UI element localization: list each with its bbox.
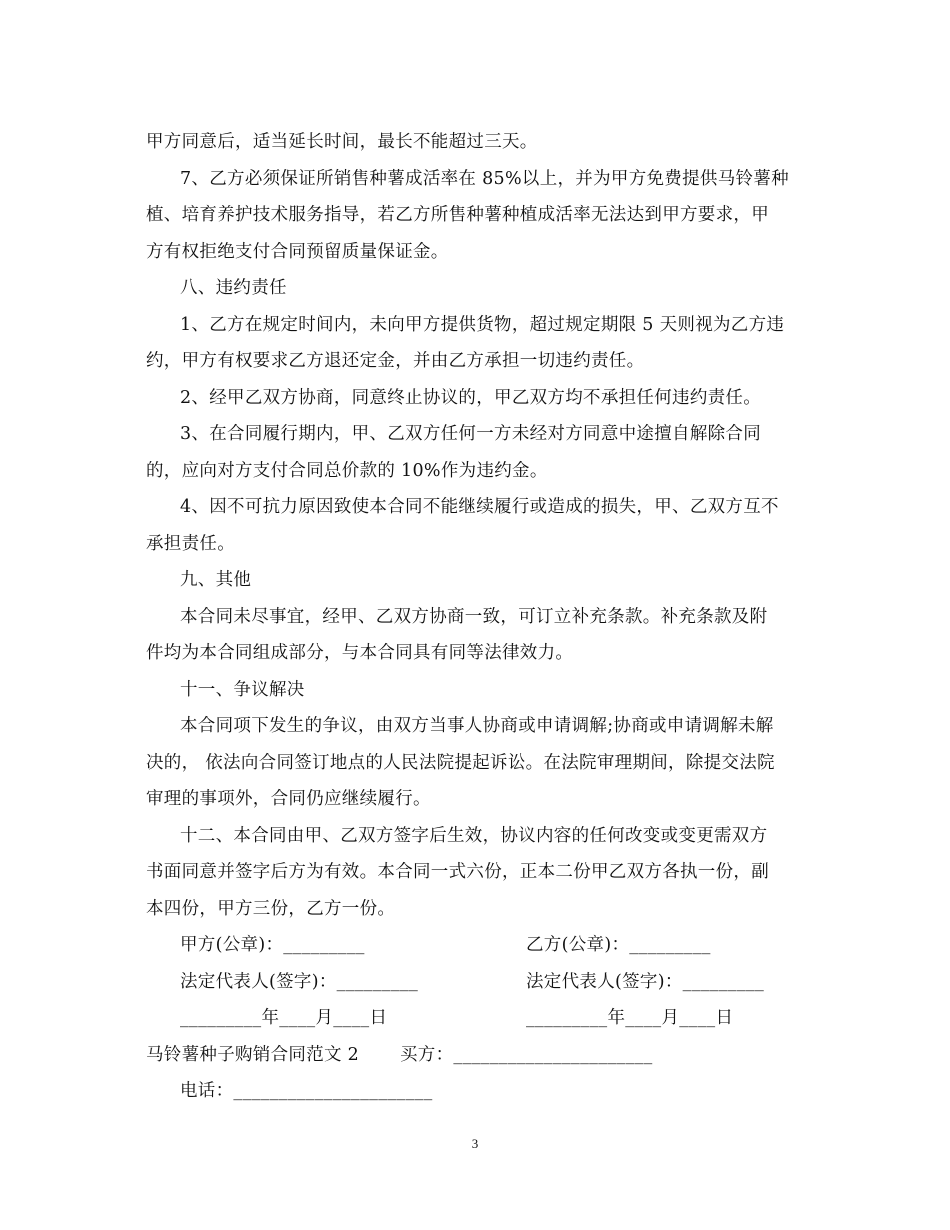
paragraph-line: 1、乙方在规定时间内，未向甲方提供货物，超过规定期限 5 天则视为乙方违 — [180, 315, 785, 335]
party-a-representative: 法定代表人(签字)：_________ — [180, 972, 419, 992]
section-heading: 八、违约责任 — [180, 278, 287, 298]
party-b-seal: 乙方(公章)：_________ — [526, 935, 711, 955]
paragraph-line: 决的， 依法向合同签订地点的人民法院提起诉讼。在法院审理期间，除提交法院 — [146, 753, 775, 773]
paragraph-line: 植、培育养护技术服务指导，若乙方所售种薯种植成活率无法达到甲方要求，甲 — [146, 205, 769, 225]
paragraph-line: 审理的事项外，合同仍应继续履行。 — [146, 789, 431, 809]
paragraph-line: 甲方同意后，适当延长时间，最长不能超过三天。 — [146, 132, 538, 152]
paragraph-line: 7、乙方必须保证所销售种薯成活率在 85%以上，并为甲方免费提供马铃薯种 — [180, 169, 789, 189]
section-heading: 十一、争议解决 — [180, 680, 305, 700]
paragraph-line: 3、在合同履行期内，甲、乙双方任何一方未经对方同意中途擅自解除合同 — [180, 424, 762, 444]
paragraph-line: 约，甲方有权要求乙方退还定金，并由乙方承担一切违约责任。 — [146, 351, 645, 371]
party-a-seal: 甲方(公章)：_________ — [180, 935, 365, 955]
paragraph-line: 2、经甲乙双方协商，同意终止协议的，甲乙双方均不承担任何违约责任。 — [180, 388, 762, 408]
phone-field: 电话：______________________ — [180, 1081, 433, 1101]
buyer-field: 买方：______________________ — [400, 1045, 653, 1065]
paragraph-line: 方有权拒绝支付合同预留质量保证金。 — [146, 242, 449, 262]
paragraph-line: 的，应向对方支付合同总价款的 10%作为违约金。 — [146, 461, 548, 481]
party-b-representative: 法定代表人(签字)：_________ — [526, 972, 765, 992]
paragraph-line: 本四份，甲方三份，乙方一份。 — [146, 899, 396, 919]
paragraph-line: 十二、本合同由甲、乙双方签字后生效，协议内容的任何改变或变更需双方 — [180, 826, 768, 846]
party-a-date: _________年____月____日 — [180, 1008, 388, 1028]
paragraph-line: 承担责任。 — [146, 534, 235, 554]
sample-2-title: 马铃薯种子购销合同范文 2 — [146, 1045, 360, 1065]
party-b-date: _________年____月____日 — [526, 1008, 734, 1028]
paragraph-line: 本合同项下发生的争议，由双方当事人协商或申请调解;协商或申请调解未解 — [180, 716, 774, 736]
paragraph-line: 书面同意并签字后方为有效。本合同一式六份，正本二份甲乙双方各执一份，副 — [146, 862, 769, 882]
paragraph-line: 本合同未尽事宜，经甲、乙双方协商一致，可订立补充条款。补充条款及附 — [180, 607, 768, 627]
paragraph-line: 4、因不可抗力原因致使本合同不能继续履行或造成的损失，甲、乙双方互不 — [180, 497, 779, 517]
paragraph-line: 件均为本合同组成部分，与本合同具有同等法律效力。 — [146, 643, 574, 663]
page-number: 3 — [471, 1136, 479, 1151]
section-heading: 九、其他 — [180, 570, 252, 590]
